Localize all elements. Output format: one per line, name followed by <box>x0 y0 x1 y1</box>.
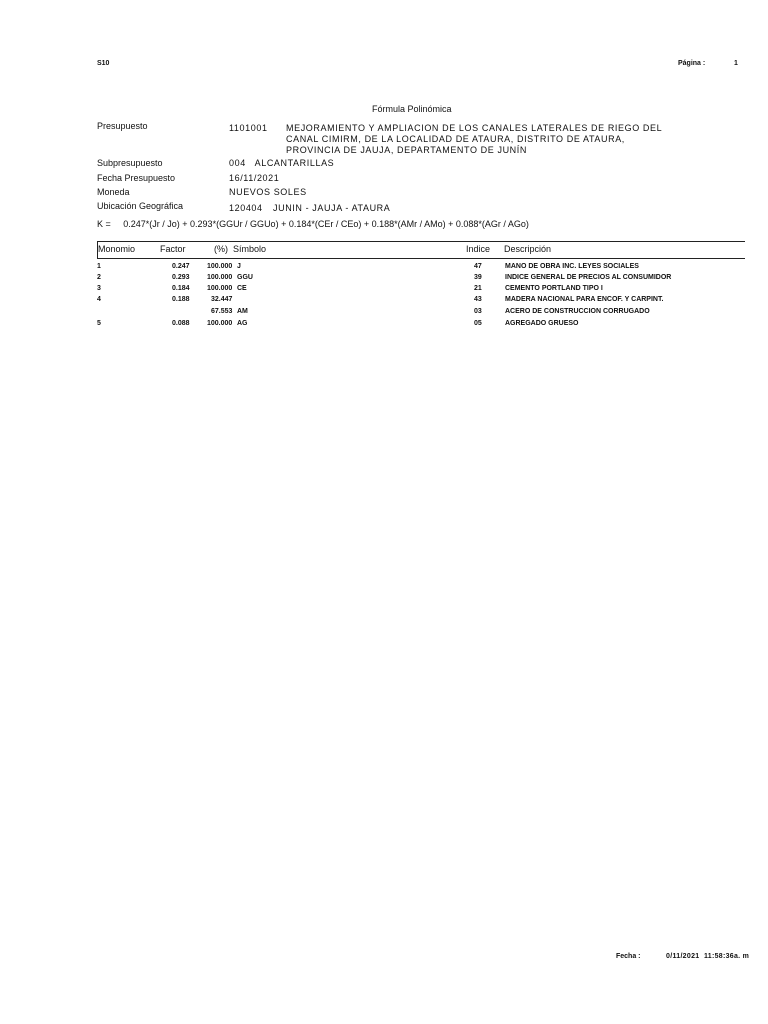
row-descripcion: CEMENTO PORTLAND TIPO I <box>505 285 603 292</box>
fecha-presupuesto-label: Fecha Presupuesto <box>97 173 176 183</box>
row-indice: 43 <box>474 296 482 303</box>
row-descripcion: MANO DE OBRA INC. LEYES SOCIALES <box>505 263 639 270</box>
row-indice: 39 <box>474 274 482 281</box>
report-title: Fórmula Polinómica <box>372 104 452 114</box>
row-indice: 21 <box>474 285 482 292</box>
moneda-label: Moneda <box>97 187 130 197</box>
row-simbolo: AM <box>237 308 248 315</box>
row-factor: 0.184 <box>172 285 190 292</box>
page-label: Página : <box>678 60 706 67</box>
col-header-indice: Indice <box>466 244 491 254</box>
row-factor: 0.088 <box>172 320 190 327</box>
footer-fecha-label: Fecha : <box>616 953 641 960</box>
ubicacion-value: JUNIN - JAUJA - ATAURA <box>273 203 391 213</box>
row-monomio: 5 <box>97 320 101 327</box>
row-pct: 100.000 <box>207 263 233 270</box>
table-top-border <box>97 241 745 242</box>
row-factor: 0.188 <box>172 296 190 303</box>
col-header-factor: Factor <box>160 244 186 254</box>
moneda-value: NUEVOS SOLES <box>229 187 307 197</box>
row-simbolo: J <box>237 263 241 270</box>
row-monomio: 3 <box>97 285 101 292</box>
row-indice: 05 <box>474 320 482 327</box>
presupuesto-label: Presupuesto <box>97 121 148 131</box>
presupuesto-code: 1101001 <box>229 123 268 133</box>
col-header-pct-simbolo: (%) Símbolo <box>214 244 267 254</box>
fecha-presupuesto-value: 16/11/2021 <box>229 173 280 183</box>
row-simbolo: CE <box>237 285 247 292</box>
col-header-descripcion: Descripción <box>504 244 552 254</box>
row-pct: 100.000 <box>207 285 233 292</box>
row-descripcion: MADERA NACIONAL PARA ENCOF. Y CARPINT. <box>505 296 664 303</box>
row-monomio: 2 <box>97 274 101 281</box>
row-pct: 100.000 <box>207 320 233 327</box>
presupuesto-description: MEJORAMIENTO Y AMPLIACION DE LOS CANALES LATERALES DE RIEGO DEL CANAL CIMIRM, DE LA LOCALIDAD DE ATAURA, DISTRITO DE ATAURA, PROVINCIA DE JAUJA, DEPARTAMENTO DE JUNÍN <box>286 123 662 155</box>
row-descripcion: INDICE GENERAL DE PRECIOS AL CONSUMIDOR <box>505 274 672 281</box>
row-indice: 03 <box>474 308 482 315</box>
row-pct: 67.553 <box>211 308 233 315</box>
row-monomio: 1 <box>97 263 101 270</box>
row-pct: 32.447 <box>211 296 233 303</box>
table-header-border <box>97 258 745 259</box>
row-descripcion: AGREGADO GRUESO <box>505 320 579 327</box>
row-factor: 0.293 <box>172 274 190 281</box>
footer-fecha-value: 0/11/2021 11:58:36a. m <box>666 953 750 960</box>
row-monomio: 4 <box>97 296 101 303</box>
ubicacion-code: 120404 <box>229 203 263 213</box>
page-number: 1 <box>734 60 738 67</box>
row-factor: 0.247 <box>172 263 190 270</box>
ubicacion-label: Ubicación Geográfica <box>97 201 184 211</box>
row-pct: 100.000 <box>207 274 233 281</box>
col-header-monomio: Monomio <box>98 244 136 254</box>
row-simbolo: GGU <box>237 274 253 281</box>
subpresupuesto-label: Subpresupuesto <box>97 158 163 168</box>
row-indice: 47 <box>474 263 482 270</box>
row-simbolo: AG <box>237 320 248 327</box>
report-code: S10 <box>97 60 110 67</box>
polynomial-formula: K = 0.247*(Jr / Jo) + 0.293*(GGUr / GGUo) + 0.184*(CEr / CEo) + 0.188*(AMr / AMo) + 0.088*(AGr / AGo) <box>97 219 529 229</box>
subpresupuesto-value: 004 ALCANTARILLAS <box>229 158 335 168</box>
row-descripcion: ACERO DE CONSTRUCCION CORRUGADO <box>505 308 650 315</box>
